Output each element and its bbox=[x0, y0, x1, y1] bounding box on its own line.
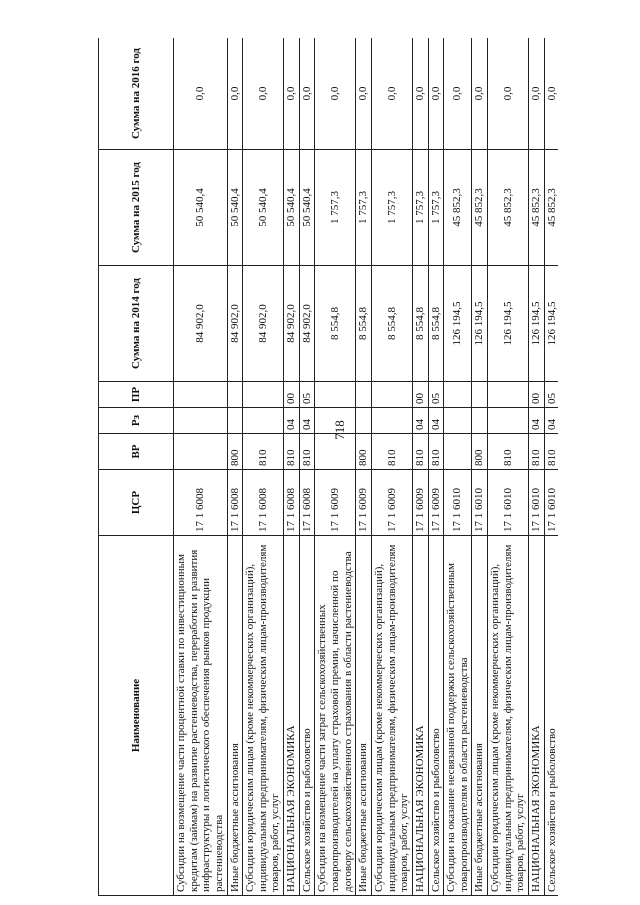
cell-vr: 810 bbox=[243, 434, 284, 470]
cell-name: НАЦИОНАЛЬНАЯ ЭКОНОМИКА bbox=[412, 536, 428, 896]
header-vr: ВР bbox=[99, 434, 174, 470]
table-header-row bbox=[99, 38, 174, 896]
cell-sum-2014: 8 554,8 bbox=[371, 266, 412, 382]
cell-sum-2015: 1 757,3 bbox=[412, 150, 428, 266]
cell-pr: 00 bbox=[529, 382, 545, 408]
cell-sum-2016: 0,0 bbox=[371, 38, 412, 150]
cell-sum-2015: 50 540,4 bbox=[243, 150, 284, 266]
cell-sum-2016: 0,0 bbox=[284, 38, 300, 150]
cell-name: Сельское хозяйство и рыболовство bbox=[544, 536, 558, 896]
cell-sum-2016: 0,0 bbox=[488, 38, 529, 150]
cell-rz: 04 bbox=[412, 408, 428, 434]
cell-sum-2015: 50 540,4 bbox=[299, 150, 315, 266]
cell-sum-2014: 84 902,0 bbox=[243, 266, 284, 382]
table-row bbox=[412, 38, 428, 896]
cell-vr: 800 bbox=[356, 434, 372, 470]
cell-pr bbox=[227, 382, 243, 408]
table-row bbox=[529, 38, 545, 896]
cell-sum-2016: 0,0 bbox=[444, 38, 472, 150]
cell-vr: 800 bbox=[227, 434, 243, 470]
cell-csr: 17 1 6009 bbox=[412, 470, 428, 536]
cell-sum-2015: 45 852,3 bbox=[544, 150, 558, 266]
cell-sum-2014: 8 554,8 bbox=[428, 266, 444, 382]
cell-sum-2015: 50 540,4 bbox=[227, 150, 243, 266]
cell-csr: 17 1 6010 bbox=[529, 470, 545, 536]
cell-vr: 800 bbox=[472, 434, 488, 470]
cell-csr: 17 1 6010 bbox=[544, 470, 558, 536]
table-row bbox=[299, 38, 315, 896]
header-sum-2015: Сумма на 2015 год bbox=[99, 150, 174, 266]
budget-table-container bbox=[98, 38, 558, 896]
cell-name: Субсидии на возмещение части процентной ставки по инвестиционным кредитам (займам) на развитие растениеводства, переработки и развития инфраструктуры и логистического обеспечения рынков продукции растениеводства bbox=[174, 536, 228, 896]
cell-sum-2014: 8 554,8 bbox=[412, 266, 428, 382]
cell-vr: 810 bbox=[529, 434, 545, 470]
cell-vr: 810 bbox=[544, 434, 558, 470]
table-row bbox=[544, 38, 558, 896]
cell-csr: 17 1 6010 bbox=[472, 470, 488, 536]
cell-rz: 04 bbox=[544, 408, 558, 434]
table-row bbox=[428, 38, 444, 896]
cell-csr: 17 1 6009 bbox=[371, 470, 412, 536]
table-row bbox=[315, 38, 356, 896]
cell-name: Сельское хозяйство и рыболовство bbox=[428, 536, 444, 896]
cell-sum-2015: 50 540,4 bbox=[174, 150, 228, 266]
cell-sum-2016: 0,0 bbox=[428, 38, 444, 150]
header-rz: Рз bbox=[99, 408, 174, 434]
cell-pr bbox=[488, 382, 529, 408]
cell-sum-2014: 126 194,5 bbox=[529, 266, 545, 382]
cell-rz bbox=[371, 408, 412, 434]
cell-sum-2014: 8 554,8 bbox=[356, 266, 372, 382]
cell-pr: 05 bbox=[544, 382, 558, 408]
cell-sum-2015: 45 852,3 bbox=[488, 150, 529, 266]
cell-pr bbox=[371, 382, 412, 408]
header-sum-2016: Сумма на 2016 год bbox=[99, 38, 174, 150]
cell-name: Субсидии юридическим лицам (кроме некоммерческих организаций), индивидуальным предпринимателям, физическим лицам-производителям товаров, работ, услуг bbox=[488, 536, 529, 896]
cell-vr bbox=[315, 434, 356, 470]
cell-csr: 17 1 6009 bbox=[428, 470, 444, 536]
cell-sum-2014: 84 902,0 bbox=[174, 266, 228, 382]
cell-name: Субсидии юридическим лицам (кроме некоммерческих организаций), индивидуальным предпринимателям, физическим лицам-производителям товаров, работ, услуг bbox=[243, 536, 284, 896]
cell-pr bbox=[174, 382, 228, 408]
table-row bbox=[243, 38, 284, 896]
cell-sum-2016: 0,0 bbox=[356, 38, 372, 150]
cell-csr: 17 1 6008 bbox=[227, 470, 243, 536]
cell-sum-2016: 0,0 bbox=[299, 38, 315, 150]
cell-sum-2015: 45 852,3 bbox=[472, 150, 488, 266]
cell-sum-2014: 84 902,0 bbox=[284, 266, 300, 382]
table-row bbox=[174, 38, 228, 896]
cell-sum-2016: 0,0 bbox=[174, 38, 228, 150]
cell-name: Субсидии на оказание несвязанной поддержки сельскохозяйственным товаропроизводителям в области растениеводства bbox=[444, 536, 472, 896]
cell-sum-2016: 0,0 bbox=[412, 38, 428, 150]
cell-pr bbox=[315, 382, 356, 408]
table-row bbox=[371, 38, 412, 896]
cell-rz: 04 bbox=[428, 408, 444, 434]
cell-sum-2016: 0,0 bbox=[227, 38, 243, 150]
cell-pr: 00 bbox=[284, 382, 300, 408]
cell-sum-2016: 0,0 bbox=[315, 38, 356, 150]
cell-sum-2014: 126 194,5 bbox=[544, 266, 558, 382]
cell-vr: 810 bbox=[488, 434, 529, 470]
cell-vr: 810 bbox=[428, 434, 444, 470]
header-sum-2014: Сумма на 2014 год bbox=[99, 266, 174, 382]
cell-csr: 17 1 6008 bbox=[299, 470, 315, 536]
budget-table bbox=[98, 38, 558, 896]
cell-vr: 810 bbox=[412, 434, 428, 470]
table-row bbox=[284, 38, 300, 896]
table-row bbox=[488, 38, 529, 896]
cell-rz: 04 bbox=[299, 408, 315, 434]
cell-rz bbox=[488, 408, 529, 434]
cell-vr: 810 bbox=[284, 434, 300, 470]
cell-rz: 04 bbox=[529, 408, 545, 434]
cell-csr: 17 1 6008 bbox=[284, 470, 300, 536]
cell-pr: 05 bbox=[428, 382, 444, 408]
cell-pr: 05 bbox=[299, 382, 315, 408]
table-row bbox=[227, 38, 243, 896]
cell-sum-2016: 0,0 bbox=[529, 38, 545, 150]
cell-sum-2014: 84 902,0 bbox=[227, 266, 243, 382]
cell-sum-2016: 0,0 bbox=[472, 38, 488, 150]
cell-csr: 17 1 6008 bbox=[174, 470, 228, 536]
cell-vr: 810 bbox=[371, 434, 412, 470]
cell-name: НАЦИОНАЛЬНАЯ ЭКОНОМИКА bbox=[284, 536, 300, 896]
header-pr: ПР bbox=[99, 382, 174, 408]
cell-rz bbox=[174, 408, 228, 434]
cell-vr bbox=[444, 434, 472, 470]
cell-sum-2015: 45 852,3 bbox=[444, 150, 472, 266]
table-body bbox=[174, 38, 559, 896]
cell-vr bbox=[174, 434, 228, 470]
cell-rz bbox=[472, 408, 488, 434]
table-row bbox=[444, 38, 472, 896]
cell-name: Иные бюджетные ассигнования bbox=[227, 536, 243, 896]
cell-sum-2015: 50 540,4 bbox=[284, 150, 300, 266]
cell-name: Субсидии юридическим лицам (кроме некоммерческих организаций), индивидуальным предпринимателям, физическим лицам-производителям товаров, работ, услуг bbox=[371, 536, 412, 896]
cell-csr: 17 1 6009 bbox=[356, 470, 372, 536]
cell-name: НАЦИОНАЛЬНАЯ ЭКОНОМИКА bbox=[529, 536, 545, 896]
cell-rz bbox=[315, 408, 356, 434]
cell-sum-2014: 126 194,5 bbox=[472, 266, 488, 382]
cell-csr: 17 1 6010 bbox=[444, 470, 472, 536]
cell-sum-2014: 84 902,0 bbox=[299, 266, 315, 382]
cell-csr: 17 1 6010 bbox=[488, 470, 529, 536]
cell-rz bbox=[356, 408, 372, 434]
cell-name: Сельское хозяйство и рыболовство bbox=[299, 536, 315, 896]
cell-rz: 04 bbox=[284, 408, 300, 434]
header-name: Наименование bbox=[99, 536, 174, 896]
cell-sum-2015: 1 757,3 bbox=[315, 150, 356, 266]
cell-sum-2015: 1 757,3 bbox=[371, 150, 412, 266]
cell-name: Субсидии на возмещение части затрат сельскохозяйственных товаропроизводителей на уплату страховой премии, начисленной по договору сельскохозяйственного страхования в области растениеводства bbox=[315, 536, 356, 896]
cell-rz bbox=[444, 408, 472, 434]
cell-pr bbox=[356, 382, 372, 408]
cell-sum-2016: 0,0 bbox=[544, 38, 558, 150]
header-csr: ЦСР bbox=[99, 470, 174, 536]
table-row bbox=[356, 38, 372, 896]
cell-sum-2015: 1 757,3 bbox=[356, 150, 372, 266]
table-row bbox=[472, 38, 488, 896]
cell-sum-2014: 126 194,5 bbox=[488, 266, 529, 382]
cell-sum-2014: 126 194,5 bbox=[444, 266, 472, 382]
cell-name: Иные бюджетные ассигнования bbox=[472, 536, 488, 896]
cell-pr bbox=[472, 382, 488, 408]
cell-rz bbox=[227, 408, 243, 434]
cell-pr bbox=[243, 382, 284, 408]
cell-sum-2015: 45 852,3 bbox=[529, 150, 545, 266]
cell-csr: 17 1 6008 bbox=[243, 470, 284, 536]
page-number: 718 bbox=[332, 420, 347, 440]
cell-sum-2014: 8 554,8 bbox=[315, 266, 356, 382]
cell-pr: 00 bbox=[412, 382, 428, 408]
budget-table-rotated bbox=[98, 38, 558, 896]
cell-sum-2015: 1 757,3 bbox=[428, 150, 444, 266]
cell-csr: 17 1 6009 bbox=[315, 470, 356, 536]
cell-pr bbox=[444, 382, 472, 408]
cell-name: Иные бюджетные ассигнования bbox=[356, 536, 372, 896]
cell-vr: 810 bbox=[299, 434, 315, 470]
cell-sum-2016: 0,0 bbox=[243, 38, 284, 150]
cell-rz bbox=[243, 408, 284, 434]
